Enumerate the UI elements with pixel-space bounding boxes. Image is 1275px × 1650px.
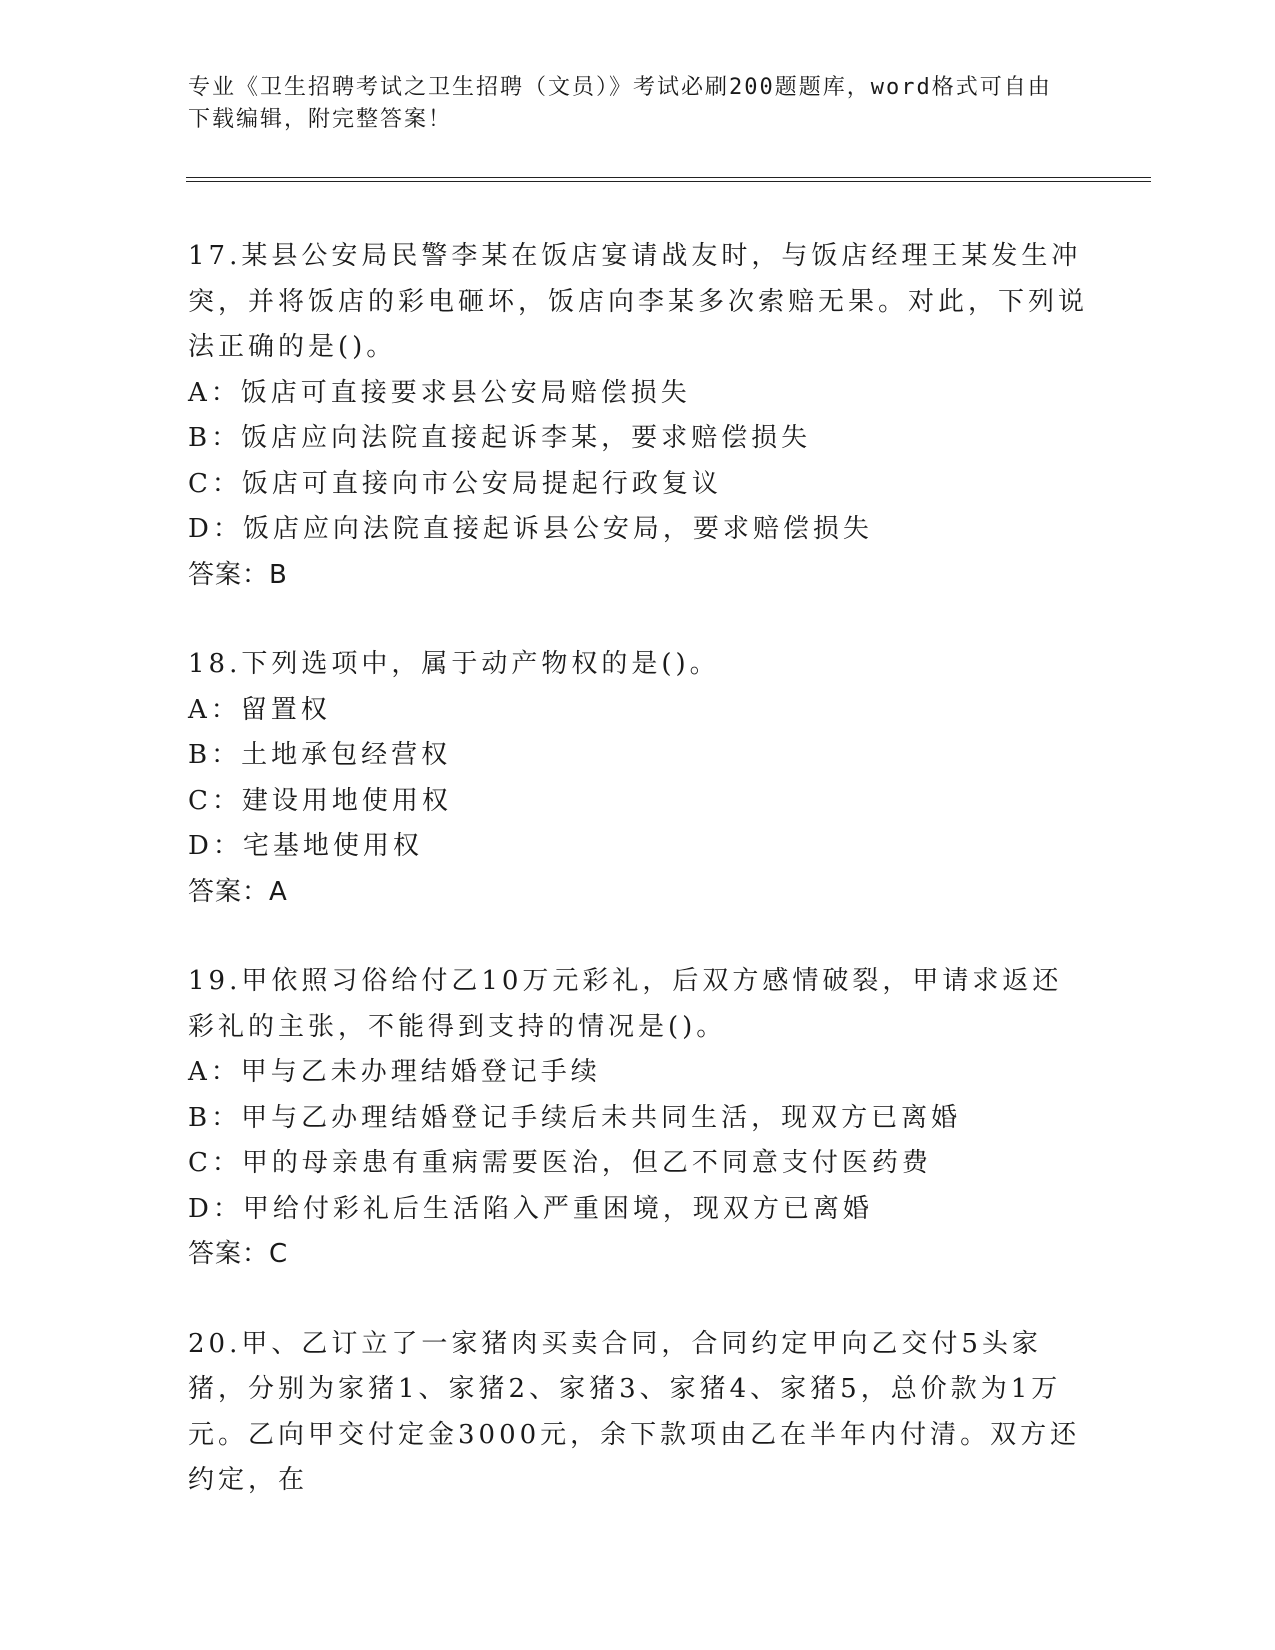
option-b: B：饭店应向法院直接起诉李某，要求赔偿损失 [188, 423, 812, 453]
option-c: C：饭店可直接向市公安局提起行政复议 [188, 468, 722, 499]
option-c: C：甲的母亲患有重病需要医治，但乙不同意支付医药费 [188, 1148, 932, 1178]
option-c: C：建设用地使用权 [188, 785, 452, 816]
answer-line: 答案：B [188, 559, 288, 590]
option-d: D：饭店应向法院直接起诉县公安局，要求赔偿损失 [188, 514, 873, 544]
option-b: B：土地承包经营权 [188, 740, 452, 770]
option-a: A：甲与乙未办理结婚登记手续 [188, 1057, 601, 1087]
option-a: A：留置权 [188, 694, 331, 725]
option-d: D：甲给付彩礼后生活陷入严重困境，现双方已离婚 [188, 1193, 873, 1224]
option-d: D：宅基地使用权 [188, 831, 423, 861]
option-a: A：饭店可直接要求县公安局赔偿损失 [188, 377, 691, 408]
question-stem: 17.某县公安局民警李某在饭店宴请战友时，与饭店经理王某发生冲突，并将饭店的彩电砸坏，饭店向李某多次索赔无果。对此，下列说法正确的是()。 [188, 241, 1089, 362]
question-stem: 18.下列选项中，属于动产物权的是()。 [188, 649, 720, 679]
header-double-rule [186, 177, 1151, 182]
answer-line: 答案：C [188, 1239, 289, 1269]
answer-line: 答案：A [188, 876, 288, 907]
question-stem: 19.甲依照习俗给付乙10万元彩礼，后双方感情破裂，甲请求返还彩礼的主张，不能得到支持的情况是()。 [188, 966, 1063, 1042]
question-18 [188, 642, 1088, 915]
question-19 [188, 959, 1088, 1278]
question-17 [188, 234, 1088, 598]
page-header-text: 专业《卫生招聘考试之卫生招聘（文员）》考试必刷200题题库，word格式可自由下载编辑，附完整答案！ [188, 75, 1052, 132]
option-b: B：甲与乙办理结婚登记手续后未共同生活，现双方已离婚 [188, 1102, 962, 1133]
question-stem: 20.甲、乙订立了一家猪肉买卖合同，合同约定甲向乙交付5头家猪，分别为家猪1、家猪2、家猪3、家猪4、家猪5，总价款为1万元。乙向甲交付定金3000元，余下款项由乙在半年内付清。双方还约定，在 [188, 1328, 1081, 1495]
question-20 [188, 1322, 1088, 1504]
question-list [188, 234, 1088, 1548]
